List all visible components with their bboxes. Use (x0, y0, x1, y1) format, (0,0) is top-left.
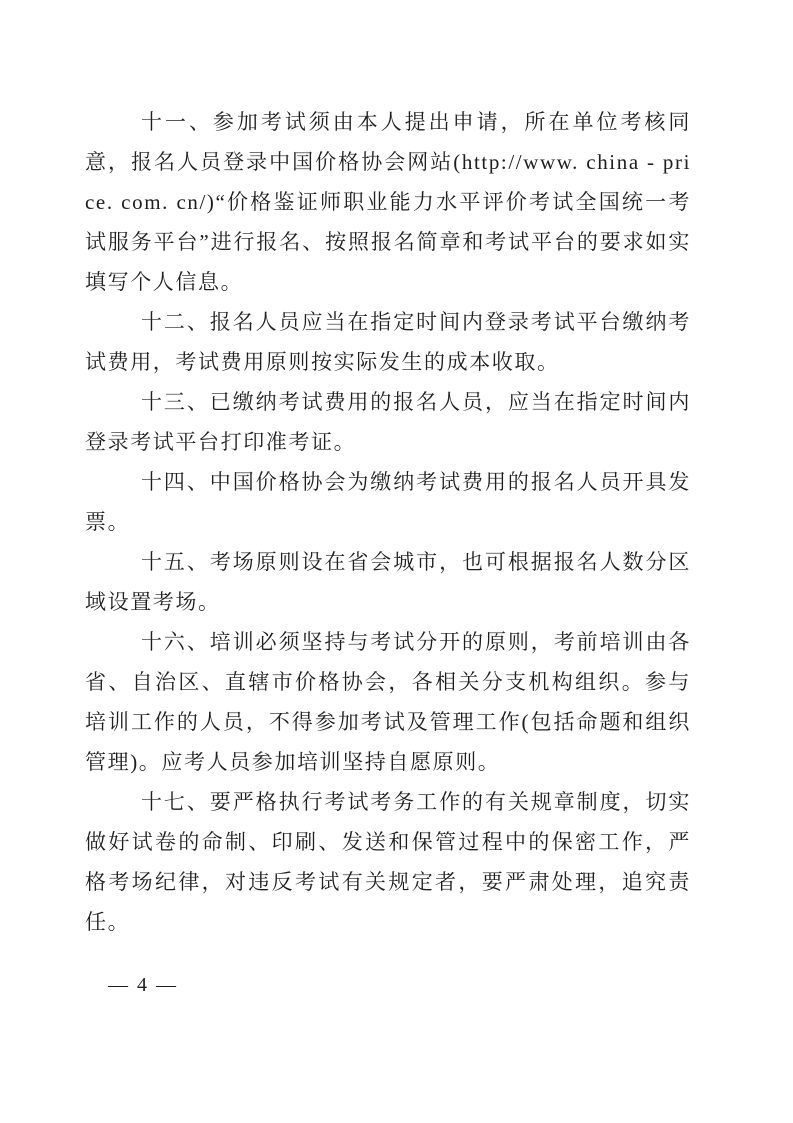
paragraph-clause-16: 十六、培训必须坚持与考试分开的原则，考前培训由各省、自治区、直辖市价格协会，各相关分支机构组织。参与培训工作的人员，不得参加考试及管理工作(包括命题和组织管理)。应考人员参加培训坚持自愿原则。 (85, 630, 691, 774)
document-body (85, 102, 691, 942)
paragraph-clause-12: 十二、报名人员应当在指定时间内登录考试平台缴纳考试费用，考试费用原则按实际发生的成本收取。 (85, 310, 691, 374)
paragraph-clause-11: 十一、参加考试须由本人提出申请，所在单位考核同意，报名人员登录中国价格协会网站(http://www. china - price. com. cn/)“价格鉴证师职业能力水平评价考试全国统一考试服务平台”进行报名、按照报名简章和考试平台的要求如实填写个人信息。 (85, 110, 691, 294)
paragraph-clause-14: 十四、中国价格协会为缴纳考试费用的报名人员开具发票。 (85, 470, 691, 534)
page-number: — 4 — (108, 974, 178, 996)
paragraph-clause-15: 十五、考场原则设在省会城市，也可根据报名人数分区域设置考场。 (85, 550, 691, 614)
paragraph-clause-17: 十七、要严格执行考试考务工作的有关规章制度，切实做好试卷的命制、印刷、发送和保管过程中的保密工作，严格考场纪律，对违反考试有关规定者，要严肃处理，追究责任。 (85, 790, 691, 934)
paragraph-clause-13: 十三、已缴纳考试费用的报名人员，应当在指定时间内登录考试平台打印准考证。 (85, 390, 691, 454)
